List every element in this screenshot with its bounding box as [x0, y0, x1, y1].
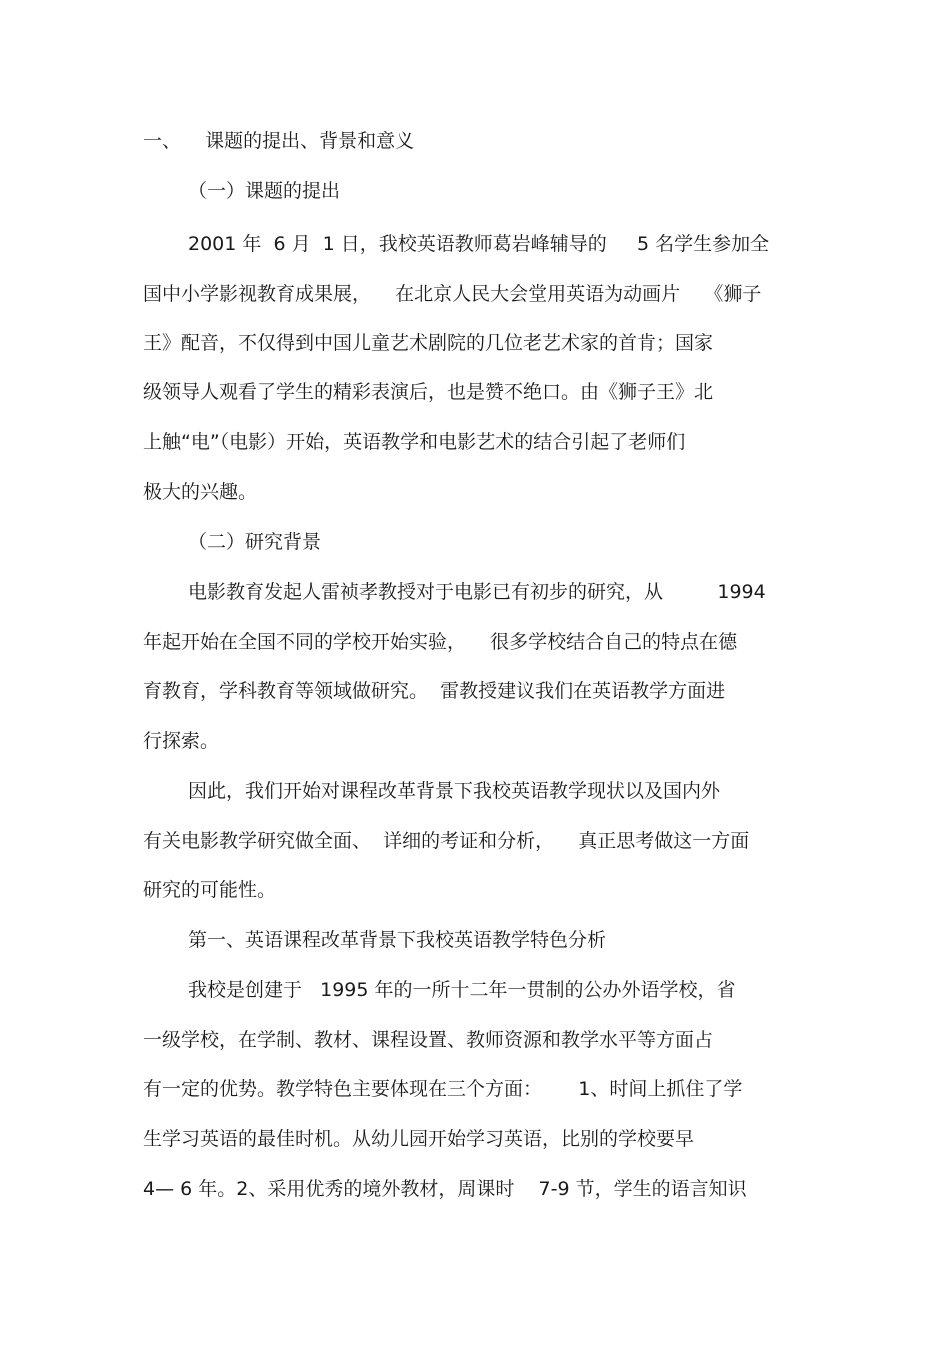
paragraph-line: 级领导人观看了学生的精彩表演后，也是赞不绝口。由《狮子王》北 [143, 381, 714, 403]
paragraph-line: 一级学校，在学制、教材、课程设置、教师资源和教学水平等方面占 [143, 1029, 714, 1051]
paragraph-line: 王》配音，不仅得到中国儿童艺术剧院的几位老艺术家的首肯；国家 [143, 332, 714, 354]
paragraph-line: 极大的兴趣。 [143, 481, 258, 503]
paragraph-line: 4— 6 年。2、采用优秀的境外教材，周课时 7-9 节，学生的语言知识 [143, 1178, 747, 1200]
paragraph-heading: 第一、英语课程改革背景下我校英语教学特色分析 [188, 929, 607, 951]
paragraph-line: 上触“电”（电影）开始，英语教学和电影艺术的结合引起了老师们 [143, 431, 686, 453]
paragraph-line: 我校是创建于 1995 年的一所十二年一贯制的公办外语学校，省 [188, 979, 736, 1001]
paragraph-line: 行探索。 [143, 730, 220, 752]
paragraph-line: 年起开始在全国不同的学校开始实验， 很多学校结合自己的特点在德 [143, 631, 738, 653]
paragraph-line: 因此，我们开始对课程改革背景下我校英语教学现状以及国内外 [188, 780, 721, 802]
paragraph-line: 国中小学影视教育成果展， 在北京人民大会堂用英语为动画片 《狮子 [143, 283, 762, 305]
paragraph-line: 有关电影教学研究做全面、 详细的考证和分析， 真正思考做这一方面 [143, 830, 750, 852]
subsection-heading: （二）研究背景 [188, 531, 322, 553]
paragraph-line: 育教育，学科教育等领域做研究。 雷教授建议我们在英语教学方面进 [143, 680, 726, 702]
paragraph-line: 生学习英语的最佳时机。从幼儿园开始学习英语，比别的学校要早 [143, 1128, 695, 1150]
paragraph-line: 研究的可能性。 [143, 879, 277, 901]
paragraph-line: 有一定的优势。教学特色主要体现在三个方面： 1、时间上抓住了学 [143, 1078, 743, 1100]
section-heading: 一、 课题的提出、背景和意义 [143, 130, 415, 152]
subsection-heading: （一）课题的提出 [188, 180, 341, 202]
paragraph-line: 电影教育发起人雷祯孝教授对于电影已有初步的研究，从 1994 [188, 581, 766, 603]
paragraph-line: 2001 年 6 月 1 日，我校英语教师葛岩峰辅导的 5 名学生参加全 [188, 233, 770, 255]
